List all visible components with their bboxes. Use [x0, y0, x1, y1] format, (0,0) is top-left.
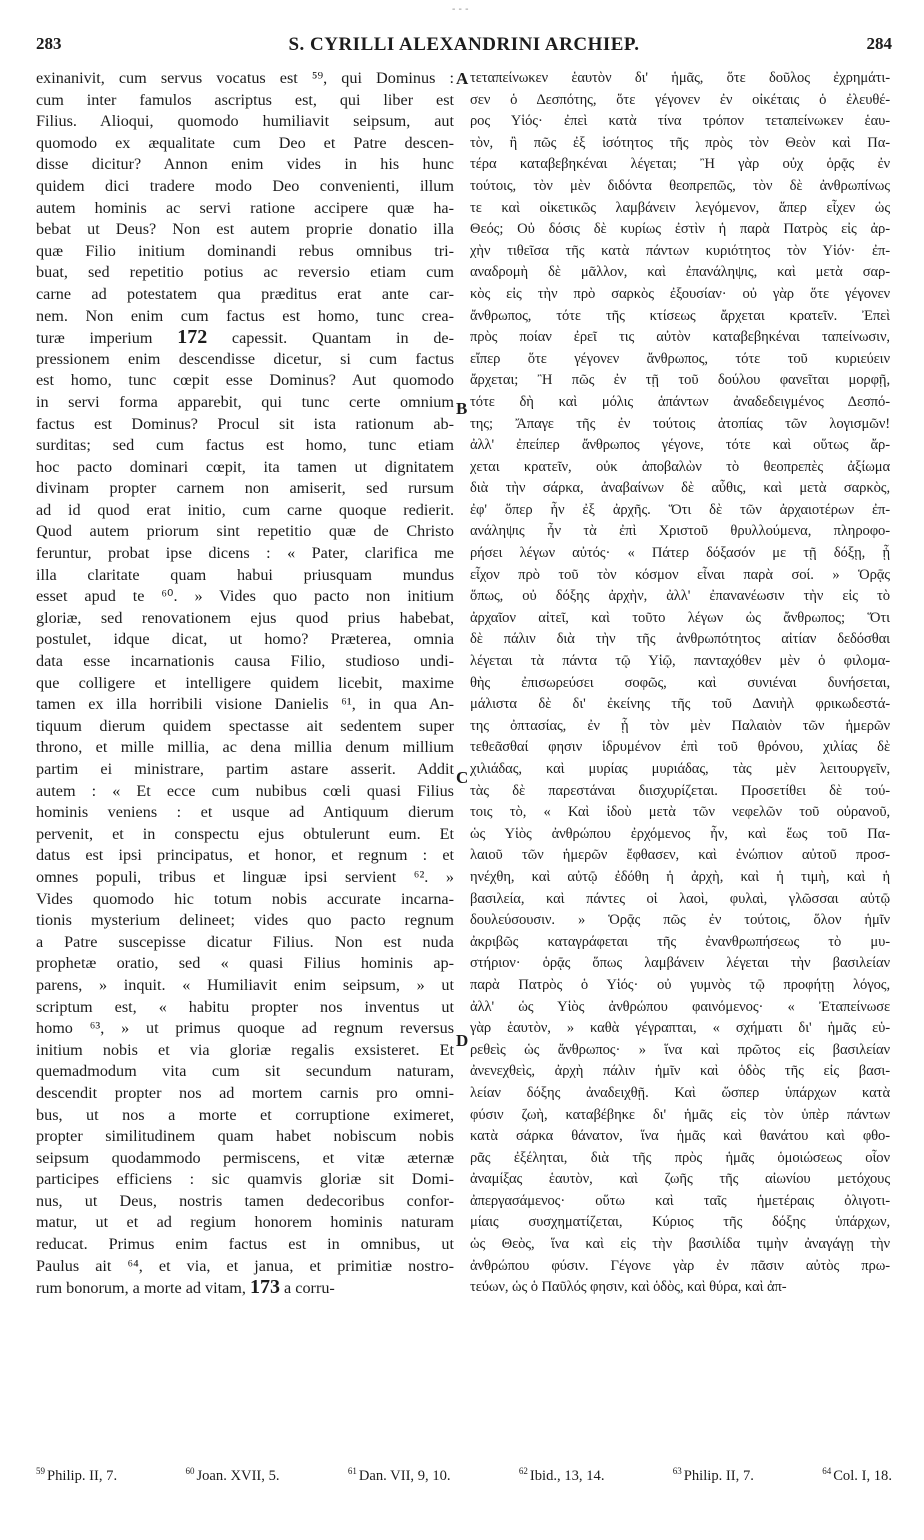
greek-line: ρος Υἱός· ἐπεὶ κατὰ τίνα τρόπον τεταπείνωκεν ἑαυ-	[470, 113, 890, 130]
greek-line: τότε δὴ καὶ μόλις ἁπάντων ἀναδεδειγμένος Δεσπό-	[470, 393, 890, 410]
latin-line: Vides quomodo hic totum nobis accurate incarna-	[36, 889, 454, 908]
greek-column	[470, 68, 890, 1299]
greek-line: στήριον· ὁρᾷς ὅπως λαμβάνειν λέγεται τὴν βασιλείαν	[470, 955, 890, 972]
greek-line: σεν ὁ Δεσπότης, ὅτε γέγονεν ἐν οἰκέταις ὁ ἐλευθέ-	[470, 91, 890, 108]
latin-line: scriptum est, « habitu propter nos inventus ut	[36, 997, 454, 1016]
greek-line: φύσιν ζωὴ, καταβέβηκε δι' ἡμᾶς εἰς τὸν ὑπὲρ πάντων	[470, 1106, 890, 1123]
page-number-left: 283	[36, 34, 62, 53]
latin-line: propter similitudinem quam habet nobiscum nobis	[36, 1127, 454, 1146]
latin-line: factus est Dominus? Procul sit ista rationum ab-	[36, 414, 454, 433]
latin-line: ad id quod erat initio, cum carne quoque redierit.	[36, 500, 454, 519]
latin-line: Filius. Alioqui, quomodo humiliavit seipsum, aut	[36, 112, 454, 131]
footnote-text: Philip. II, 7.	[683, 1467, 754, 1484]
greek-line: κὸς εἰς τὴν πρὸ σαρκὸς ἐξουσίαν· οὐ γὰρ ὅτε γέγονεν	[470, 285, 890, 302]
greek-line: μάλιστα δὲ δι' ἐκείνης τῆς τοῦ Δανιὴλ φρικωδεστά-	[470, 696, 890, 713]
latin-line: prophetæ oratio, sed « quasi Filius hominis ap-	[36, 954, 454, 973]
greek-line: ἀλλ' ὡς Υἱὸς ἀνθρώπου φαινόμενος· « Ἐταπείνωσε	[470, 998, 890, 1015]
greek-line: χὴν τιθεῖσα τῆς κατὰ πάντων κυριότητος τὸν Υἱόν· ἐπ-	[470, 242, 890, 259]
latin-line: partim ei ministrare, partim astare asserit. Addit	[36, 760, 454, 778]
latin-line: hominis veniens : et usque ad Antiquum dierum	[36, 803, 454, 822]
latin-line: bebat ut Deus? Non est autem proprie donatio illa	[36, 220, 454, 239]
latin-line: gloriæ, sed renovationem ejus quod prius habebat,	[36, 608, 454, 627]
footnote-number: 60	[185, 1466, 195, 1476]
greek-line: Θεός; Οὐ δόσις δὲ κυρίως ἐστὶν ἡ παρὰ Πατρὸς εἰς ἀρ-	[470, 221, 890, 238]
greek-line: ὡς Υἱὸς ἀνθρώπου ἐρχόμενος ἦν, καὶ ἕως τοῦ Πα-	[470, 825, 890, 842]
latin-line: illa claritate quam habui priusquam mundus	[36, 565, 454, 584]
latin-line: autem : « Et ecce cum nubibus cœli quasi Filius	[36, 781, 454, 800]
greek-line: λέγεται τὰ πάντα τῷ Υἱῷ, πανταχόθεν μὲν ὁ φιλομα-	[470, 653, 890, 670]
latin-line: tionis mysterium delineet; vides quo pacto regnum	[36, 911, 454, 930]
latin-line: bus, ut nos a morte et corruptione eximeret,	[36, 1105, 454, 1124]
footnotes	[36, 1466, 892, 1490]
footnote-text: Col. I, 18.	[833, 1467, 892, 1484]
greek-line: λαιοῦ τῶν ἡμερῶν ἔφθασεν, καὶ ἐνώπιον αὐτοῦ προσ-	[470, 847, 890, 864]
latin-line: carne ad potestatem qua præditus erat ante car-	[36, 284, 454, 303]
greek-line: χεται κρατεῖν, οὐκ ἀποβαλὼν τὸ θεοπρεπὲς ἀξίωμα	[470, 458, 890, 475]
latin-line: divinam propter carnem non amiserit, sed rursum	[36, 479, 454, 498]
margin-marker-a: A	[456, 69, 469, 88]
latin-line: homo ⁶³, » ut primus quoque ad regnum reversus	[36, 1019, 454, 1038]
greek-line: της ὀπτασίας, ἐν ᾗ τὸν μὲν Παλαιὸν τῶν ἡμερῶν	[470, 717, 890, 734]
greek-line: ἀνενεχθεὶς, ἀρχὴ πάλιν ἡμῖν καὶ ὁδὸς τῆς εἰς βασι-	[470, 1063, 890, 1080]
footnote	[519, 1466, 605, 1485]
latin-line: tamen ex illa horribili visione Danielis ⁶¹, in qua An-	[36, 695, 454, 714]
latin-line: matur, ut et ad regium honorem hominis naturam	[36, 1213, 454, 1232]
footnote-text: Dan. VII, 9, 10.	[358, 1467, 451, 1484]
greek-line: ρᾶς ἐξέληται, διὰ τῆς πρὸς ἡμᾶς ὁμοιώσεως οἷον	[470, 1149, 890, 1166]
greek-line: θὴς ἐπισωρεύσει σοφῶς, καὶ συνιέναι δυνήσεται,	[470, 674, 890, 691]
latin-line: participes efficiens : sic quamvis gloriæ sit Domi-	[36, 1170, 454, 1189]
latin-line: datus est ipsi principatus, et honor, et regnum : et	[36, 846, 454, 865]
margin-marker-c: C	[456, 768, 469, 787]
latin-line: quomodo ex æqualitate cum Deo et Patre descen-	[36, 133, 454, 152]
running-title: S. CYRILLI ALEXANDRINI ARCHIEP.	[288, 34, 640, 55]
greek-line: λείαν δόξης ἀναδειχθῇ. Καὶ ὥσπερ ὑπάρχων κατὰ	[470, 1084, 890, 1101]
latin-line: data esse incarnationis causa Filio, studioso undi-	[36, 652, 454, 671]
greek-line: μίαις συσχηματίζεται, Κύριος τῆς δόξης ὑπάρχων,	[470, 1214, 890, 1231]
page-number-right: 284	[866, 34, 892, 53]
greek-line: κατὰ σάρκα θάνατον, ἵνα ἡμᾶς καὶ θανάτου καὶ φθο-	[470, 1128, 890, 1145]
latin-line: disse dicitur? Annon enim vides in his hunc	[36, 155, 454, 174]
margin-marker-b: B	[456, 399, 468, 418]
greek-line: τεύων, ὡς ὁ Παῦλός φησιν, καὶ ὁδὸς, καὶ θύρα, καὶ ἀπ-	[470, 1279, 787, 1296]
greek-line: ὅπως, οὐ δόξης ἀρχὴν, ἀλλ' ἐπανανέωσιν τὴν εἰς τὸ	[470, 588, 890, 605]
greek-line: ἐφ' ὅπερ ἦν ἐξ ἀρχῆς. Ὅτι δὲ τῶν ἀρχαιοτέρων ἐπ-	[470, 501, 890, 518]
column-number: 172	[177, 327, 208, 349]
greek-line: ἄρχεται; Ἢ πῶς ἐν τῇ τοῦ δούλου φανεῖται μορφῇ,	[470, 372, 890, 389]
latin-line: descendit propter nos ad mortem carnis pro omni-	[36, 1083, 454, 1102]
footnote-number: 63	[672, 1466, 682, 1476]
greek-line: τεταπείνωκεν ἑαυτὸν δι' ἡμᾶς, ὅτε δοῦλος ἐχρημάτι-	[470, 70, 890, 86]
latin-line: Paulus ait ⁶⁴, et via, et janua, et primitiæ nostro-	[36, 1256, 454, 1275]
latin-line: omnes populi, tribus et linguæ ipsi servient ⁶². »	[36, 867, 454, 886]
greek-line: δουλεύσουσιν. » Ὁρᾷς πῶς ἐν τούτοις, ὅλον ἡμῖν	[470, 912, 890, 929]
greek-line: βασιλεία, καὶ πάντες οἱ λαοὶ, φυλαὶ, γλῶσσαι αὐτῷ	[470, 890, 890, 907]
greek-line: ὡς Θεὸς, ἵνα καὶ εἰς τὴν βασιλίδα τιμὴν ἀναγάγῃ τὴν	[470, 1236, 890, 1253]
greek-line: εἶχον πρὸ τοῦ τὸν κόσμον εἶναι παρὰ σοί. » Ὁρᾷς	[470, 566, 890, 583]
greek-line: τοις τὸ, « Καὶ ἰδοὺ μετὰ τῶν νεφελῶν τοῦ οὐρανοῦ,	[470, 804, 890, 821]
greek-line: πρὸς ποίαν ἐρεῖ τις αὐτὸν καταβεβηκέναι ταπείνωσιν,	[470, 329, 890, 346]
footnote	[822, 1466, 892, 1485]
latin-column	[36, 68, 454, 1299]
footnote-number: 62	[518, 1466, 528, 1476]
latin-line: feruntur, probat ipse dicens : « Pater, clarifica me	[36, 544, 454, 563]
latin-line: turæ imperium 172 capessit. Quantam in de-	[36, 327, 454, 349]
latin-line: pervenit, et in conspectu ejus obtulerunt eum. Et	[36, 824, 454, 843]
greek-line: τεθεᾶσθαί φησιν ἱδρυμένον ἐπὶ τοῦ θρόνου, χιλίας δὲ	[470, 739, 890, 756]
latin-line: autem hominis ac servi ratione accipere quæ ha-	[36, 198, 454, 217]
margin-marker-d: D	[456, 1031, 469, 1050]
latin-line: throno, et mille millia, ac dena millia denum millium	[36, 738, 454, 757]
column-number: 173	[250, 1277, 280, 1299]
greek-line: αναδρομὴ δὲ μᾶλλον, καὶ ἐπανάληψις, καὶ μετὰ σαρ-	[470, 264, 890, 281]
latin-line: quidem dici tradere modo Deo convenienti, illum	[36, 176, 454, 195]
latin-line: quemadmodum vita cum sit secundum naturam,	[36, 1062, 454, 1081]
footnote	[185, 1466, 279, 1485]
greek-line: τὰς δὲ παρεστάναι διισχυρίζεται. Προσετίθει δὲ τού-	[470, 782, 890, 799]
greek-line: ἄνθρωπος, τότε τῆς κτίσεως ἄρχεται κρατεῖν. Ἐπεὶ	[470, 307, 890, 324]
footnote-number: 61	[347, 1466, 357, 1476]
footnote-text: Philip. II, 7.	[47, 1467, 118, 1484]
greek-line: τούτοις, τὸν μὲν διδόντα θεοπρεπῶς, τὸν δὲ ἀνθρωπίνως	[470, 177, 890, 194]
latin-line: tiquum dierum quidem spectasse ait sedentem super	[36, 716, 454, 735]
greek-line: τε καὶ οἰκετικῶς λαμβάνειν λεγόμενον, ἅπερ εἶχεν ὡς	[470, 199, 890, 216]
greek-line: ρεθεὶς ὡς ἄνθρωπος· » ἵνα καὶ πρῶτος εἰς βασιλείαν	[470, 1041, 890, 1058]
greek-line: ἀρχαῖον αἰτεῖ, καὶ τοῦτο λέγων ὡς ἄνθρωπος; Ὅτι	[470, 609, 890, 626]
latin-line: cum inter famulos ascriptus est, qui liber est	[36, 90, 454, 109]
greek-line: παρὰ Πατρὸς ὁ Υἱός· οὐ γυμνὸς τῷ προφήτῃ λόγος,	[470, 976, 890, 993]
latin-line: in servi forma apparebit, qui tunc certe omnium	[36, 392, 454, 411]
latin-line: buat, sed repetitio potius ac reversio etiam cum	[36, 263, 454, 282]
latin-line: nem. Non enim cum factus est homo, tunc crea-	[36, 306, 454, 325]
latin-line: quæ Filio initium dominandi rebus omnibus tri-	[36, 241, 454, 260]
top-mark: - - -	[452, 4, 469, 15]
latin-line: reducat. Primus enim factus est in omnibus, ut	[36, 1235, 454, 1254]
greek-line: ρήσει λέγων αὐτός· « Πάτερ δόξασόν με τῇ δόξῃ, ᾗ	[470, 545, 890, 562]
latin-line: exinanivit, cum servus vocatus est ⁵⁹, qui Dominus :	[36, 69, 454, 87]
footnote-number: 59	[36, 1466, 45, 1476]
latin-line: initium nobis et via gloriæ regalis exsisteret. Et	[36, 1040, 454, 1059]
greek-line: τέρα καταβεβηκέναι λέγεται; Ἢ γὰρ οὐχ ὁρᾷς ἐν	[470, 156, 890, 173]
greek-line: χιλιάδας, καὶ μυρίας μυριάδας, τὰς μὲν λειτουργεῖν,	[470, 761, 890, 777]
greek-line: ἀκριβῶς καταγράφεται τῆς ἐνανθρωπήσεως τὸ μυ-	[470, 933, 890, 950]
latin-line: surditas; sed cum factus est homo, tunc etiam	[36, 436, 454, 455]
footnote	[673, 1466, 754, 1485]
latin-line: nus, ut Deus, nostris tamen dedecoribus confor-	[36, 1191, 454, 1210]
running-header	[36, 28, 892, 58]
greek-line: τὸν, ἢ πῶς ἐξ ἰσότητος τῆς πρὸς τὸν Θεὸν καὶ Πα-	[470, 134, 890, 151]
greek-line: εἴπερ ὅτε γέγονεν ἄνθρωπος, τότε τοῦ κυριεύειν	[470, 350, 890, 367]
footnote-number: 64	[822, 1466, 832, 1476]
latin-line: est homo, tunc cœpit esse Dominus? Aut quomodo	[36, 371, 454, 390]
footnote	[348, 1466, 451, 1485]
latin-line: que colligere et intelligere quidem licebit, maxime	[36, 673, 454, 692]
latin-line: pressionem enim descendisse dicetur, si cum factus	[36, 349, 454, 368]
footnote	[36, 1466, 117, 1485]
latin-line: a Patre suscepisse dicatur Filius. Non est nuda	[36, 932, 454, 951]
greek-line: γὰρ ἑαυτὸν, » καθὰ γέγραπται, « σχήματι δι' ἡμᾶς εὑ-	[470, 1020, 890, 1037]
latin-line: rum bonorum, a morte ad vitam, 173 a corru-	[36, 1277, 335, 1299]
footnote-text: Joan. XVII, 5.	[196, 1467, 280, 1484]
greek-line: της; Ἄπαγε τῆς ἐν τούτοις ἀτοπίας τῶν λογισμῶν!	[470, 415, 890, 432]
latin-line: hoc pacto dominari cœpit, ita tamen ut dignitatem	[36, 457, 454, 476]
greek-line: ηνέχθη, καὶ αὐτῷ ἐδόθη ἡ ἀρχὴ, καὶ ἡ τιμὴ, καὶ ἡ	[470, 868, 890, 885]
latin-line: parens, » inquit. « Humiliavit enim seipsum, » ut	[36, 975, 454, 994]
greek-line: ανάληψις ἦν τὰ ἐπὶ Χριστοῦ θρυλλούμενα, πληροφο-	[470, 523, 890, 540]
greek-line: ἀναμίξας ἑαυτὸν, καὶ ζωῆς τῆς αἰωνίου μετόχους	[470, 1171, 890, 1188]
greek-line: ἀνθρώπου φύσιν. Γέγονε γὰρ ἐν πᾶσιν αὐτὸς πρω-	[470, 1257, 890, 1274]
greek-line: ἀλλ' ἐπείπερ ἄνθρωπος γέγονε, τότε καὶ οὕτως ἄρ-	[470, 437, 890, 454]
latin-line: postulet, idque dicat, ut homo? Præterea, omnia	[36, 630, 454, 649]
latin-line: seipsum quodammodo permiscens, et vitæ æternæ	[36, 1148, 454, 1167]
greek-line: ἀπεργασάμενος· οὕτω καὶ ταῖς ἡμετέραις ὀλιγοτι-	[470, 1192, 890, 1209]
footnote-text: Ibid., 13, 14.	[529, 1467, 605, 1484]
latin-line: esset apud te ⁶⁰. » Vides quo pacto non initium	[36, 587, 454, 606]
greek-line: δὲ πάλιν διὰ τὴν τῆς ἀνθρωπότητος αἰτίαν δεδόσθαι	[470, 631, 890, 648]
greek-line: διὰ τὴν σάρκα, ἀναβαίνων δὲ αὖθις, καὶ μετὰ σαρκὸς,	[470, 480, 890, 497]
latin-line: Quod autem priorum sint repetitio quæ de Christo	[36, 522, 454, 541]
